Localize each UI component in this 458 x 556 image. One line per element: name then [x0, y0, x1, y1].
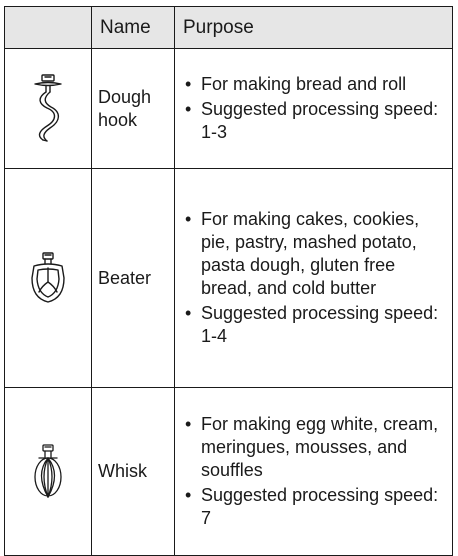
purpose-cell	[175, 49, 453, 169]
purpose-item: • Suggested processing speed: 1-3	[183, 98, 448, 144]
header-name: Name	[92, 7, 175, 49]
dough-hook-icon	[6, 74, 90, 144]
icon-cell	[5, 49, 92, 169]
icon-cell	[5, 388, 92, 556]
header-icon-cell	[5, 7, 92, 49]
purpose-list	[183, 413, 448, 530]
purpose-cell	[175, 388, 453, 556]
purpose-item: • For making egg white, cream, meringues, mousses, and souffles	[183, 413, 448, 482]
header-row	[5, 7, 453, 49]
purpose-list	[183, 208, 448, 348]
beater-icon	[6, 252, 90, 304]
attachments-table	[4, 6, 453, 556]
purpose-item: • For making bread and roll	[183, 73, 448, 96]
purpose-list	[183, 73, 448, 144]
purpose-item: • Suggested processing speed: 1-4	[183, 302, 448, 348]
whisk-icon	[6, 444, 90, 500]
purpose-item: • For making cakes, cookies, pie, pastry, mashed potato, pasta dough, gluten free bread, and cold butter	[183, 208, 448, 300]
header-purpose: Purpose	[175, 7, 453, 49]
table-row-whisk	[5, 388, 453, 556]
name-cell: Beater	[92, 169, 175, 388]
purpose-item: • Suggested processing speed: 7	[183, 484, 448, 530]
icon-cell	[5, 169, 92, 388]
purpose-cell	[175, 169, 453, 388]
table-row-dough-hook	[5, 49, 453, 169]
name-cell: Dough hook	[92, 49, 175, 169]
table-row-beater	[5, 169, 453, 388]
name-cell: Whisk	[92, 388, 175, 556]
